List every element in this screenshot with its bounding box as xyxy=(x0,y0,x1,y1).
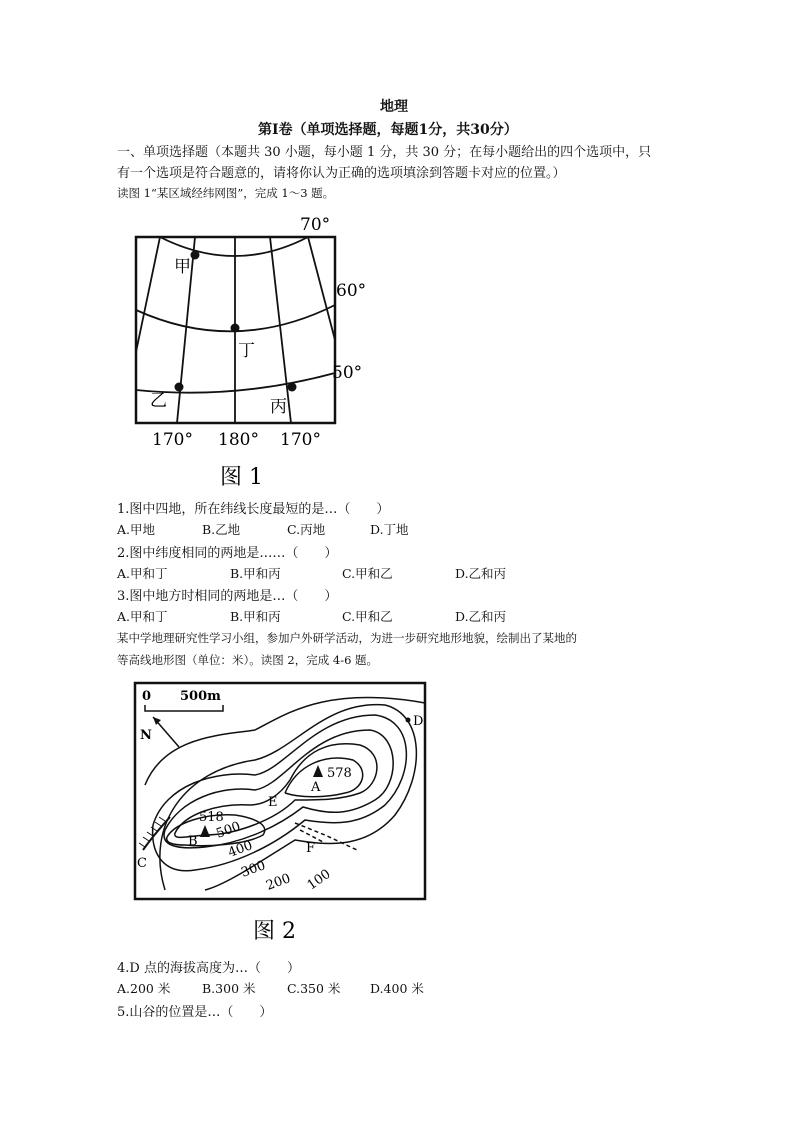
q4-option-d[interactable]: D.400 米 xyxy=(370,981,424,996)
q2-option-c[interactable]: C.甲和乙 xyxy=(342,566,393,581)
q3-option-b[interactable]: B.甲和丙 xyxy=(230,609,281,624)
peak-b-marker xyxy=(200,825,210,837)
contour-label-500: 500 xyxy=(214,819,243,842)
q1-option-c[interactable]: C.丙地 xyxy=(287,522,326,537)
q4-option-a[interactable]: A.200 米 xyxy=(117,981,171,996)
lat-label-50: 50° xyxy=(332,363,363,383)
figure2-intro-line1: 某中学地理研究性学习小组，参加户外研学活动，为进一步研究地形地貌，绘制出了某地的 xyxy=(117,631,577,645)
point-ding-marker xyxy=(231,324,240,333)
point-d-marker xyxy=(406,718,411,723)
figure1-graticule-map xyxy=(120,210,390,490)
point-jia-marker xyxy=(191,251,200,260)
point-f-label: F xyxy=(306,841,316,856)
q2-option-a[interactable]: A.甲和丁 xyxy=(117,566,168,581)
scale-bar xyxy=(145,705,223,711)
point-d-label: D xyxy=(413,714,424,729)
lon-label-left: 170° xyxy=(152,430,193,450)
instructions-line1: 一、单项选择题（本题共 30 小题，每小题 1 分，共 30 分；在每小题给出的四个选项中，只 xyxy=(117,145,652,160)
q2-option-b[interactable]: B.甲和丙 xyxy=(230,566,281,581)
question-5-stem: 5.山谷的位置是…（ ） xyxy=(117,1005,273,1020)
peak-a-marker xyxy=(313,765,323,777)
figure2-intro-line2: 等高线地形图（单位：米）。读图 2，完成 4-6 题。 xyxy=(117,653,379,667)
figure2-contour-map xyxy=(125,675,435,950)
section-title: 第Ⅰ卷（单项选择题，每题1分，共30分） xyxy=(258,122,518,138)
q1-option-d[interactable]: D.丁地 xyxy=(370,522,409,537)
q4-option-c[interactable]: C.350 米 xyxy=(287,981,341,996)
question-2-stem: 2.图中纬度相同的两地是……（ ） xyxy=(117,546,338,561)
peak-a-elevation: 578 xyxy=(327,766,352,781)
point-yi-label: 乙 xyxy=(150,391,167,411)
figure1-caption: 图 1 xyxy=(220,465,263,490)
contour-label-300: 300 xyxy=(239,858,268,881)
subject-title: 地理 xyxy=(380,99,408,115)
instructions-line2: 有一个选项是符合题意的，请将你认为正确的选项填涂到答题卡对应的位置。） xyxy=(117,166,566,181)
scale-distance: 500m xyxy=(180,689,221,704)
q1-option-a[interactable]: A.甲地 xyxy=(117,522,156,537)
question-1-stem: 1.图中四地，所在纬线长度最短的是…（ ） xyxy=(117,502,390,517)
point-bing-marker xyxy=(288,383,297,392)
figure1-prompt: 读图 1“某区域经纬网图”，完成 1～3 题。 xyxy=(117,186,335,200)
north-label: N xyxy=(140,728,152,743)
q3-option-d[interactable]: D.乙和丙 xyxy=(455,609,507,624)
point-ding-label: 丁 xyxy=(238,341,255,361)
lon-label-center: 180° xyxy=(218,430,259,450)
q4-option-b[interactable]: B.300 米 xyxy=(202,981,256,996)
point-c-label: C xyxy=(137,856,147,871)
point-jia-label: 甲 xyxy=(174,257,191,277)
lat-label-60: 60° xyxy=(336,281,367,301)
q1-option-b[interactable]: B.乙地 xyxy=(202,522,241,537)
q2-option-d[interactable]: D.乙和丙 xyxy=(455,566,507,581)
contour-label-200: 200 xyxy=(264,871,293,894)
contour-label-100: 100 xyxy=(304,866,334,894)
peak-b-label: B xyxy=(188,834,198,849)
peak-b-elevation: 518 xyxy=(199,810,224,825)
peak-a-label: A xyxy=(311,780,321,795)
lon-label-right: 170° xyxy=(280,430,321,450)
point-e-label: E xyxy=(268,795,278,810)
lat-label-70: 70° xyxy=(300,215,331,235)
point-yi-marker xyxy=(175,383,184,392)
q3-option-a[interactable]: A.甲和丁 xyxy=(117,609,168,624)
scale-zero: 0 xyxy=(142,689,152,704)
contour-label-400: 400 xyxy=(226,838,255,861)
figure2-caption: 图 2 xyxy=(253,919,296,944)
question-3-stem: 3.图中地方时相同的两地是…（ ） xyxy=(117,589,338,604)
question-4-stem: 4.D 点的海拔高度为…（ ） xyxy=(117,961,300,976)
point-bing-label: 丙 xyxy=(270,397,287,417)
q3-option-c[interactable]: C.甲和乙 xyxy=(342,609,393,624)
